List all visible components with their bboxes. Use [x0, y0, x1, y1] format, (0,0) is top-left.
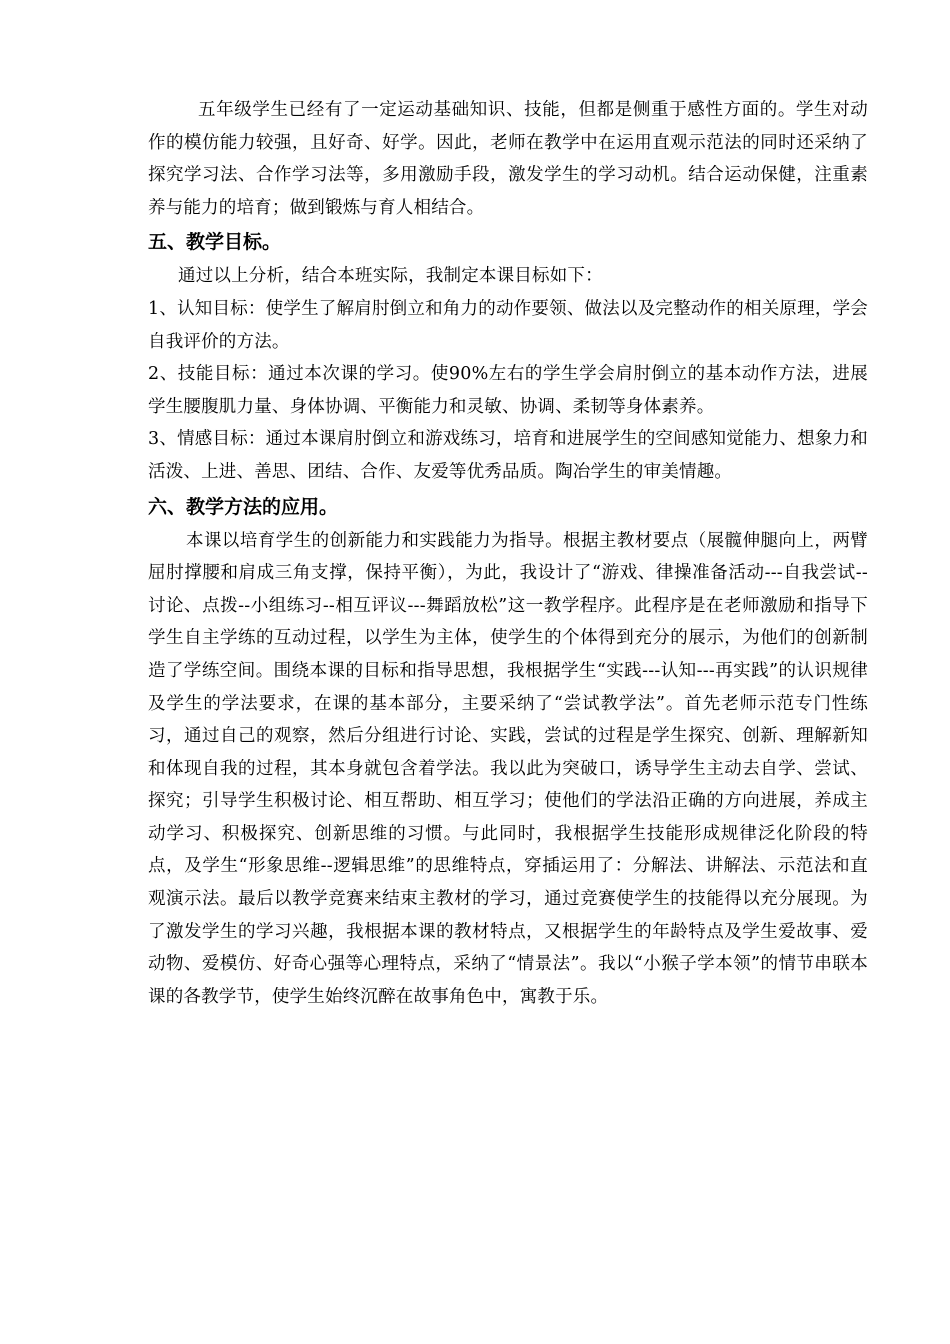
goal-item-emotional: 3、情感目标：通过本课肩肘倒立和游戏练习，培育和进展学生的空间感知觉能力、想象力和活泼、上进、善思、团结、合作、友爱等优秀品质。陶冶学生的审美情趣。: [148, 429, 868, 482]
methods-paragraph: 本课以培育学生的创新能力和实践能力为指导。根据主教材要点（展髋伸腿向上，两臂屈肘撑腰和肩成三角支撑，保持平衡），为此，我设计了“游戏、律操准备活动---自我尝试--讨论、点拨--小组练习--相互评议---舞蹈放松”这一教学程序。此程序是在老师激励和指导下学生自主学练的互动过程，以学生为主体，使学生的个体得到充分的展示，为他们的创新制造了学练空间。围绕本课的目标和指导思想，我根据学生“实践---认知---再实践”的认识规律及学生的学法要求，在课的基本部分，主要采纳了“尝试教学法”。首先老师示范专门性练习，通过自己的观察，然后分组进行讨论、实践，尝试的过程是学生探究、创新、理解新知和体现自我的过程，其本身就包含着学法。我以此为突破口，诱导学生主动去自学、尝试、探究；引导学生积极讨论、相互帮助、相互学习；使他们的学法沿正确的方向进展，养成主动学习、积极探究、创新思维的习惯。与此同时，我根据学生技能形成规律泛化阶段的特点，及学生“形象思维--逻辑思维”的思维特点，穿插运用了：分解法、讲解法、示范法和直观演示法。最后以教学竞赛来结束主教材的学习，通过竞赛使学生的技能得以充分展现。为了激发学生的学习兴趣，我根据本课的教材特点，又根据学生的年龄特点及学生爱故事、爱动物、爱模仿、好奇心强等心理特点，采纳了“情景法”。我以“小猴子学本领”的情节串联本课的各教学节，使学生始终沉醉在故事角色中，寓教于乐。: [148, 530, 868, 1007]
goal-item-skill: 2、技能目标：通过本次课的学习。使90%左右的学生学会肩肘倒立的基本动作方法，进展学生腰腹肌力量、身体协调、平衡能力和灵敏、协调、柔韧等身体素养。: [148, 364, 868, 417]
section-heading-teaching-methods: 六、教学方法的应用。: [148, 495, 339, 518]
section-heading-teaching-goals: 五、教学目标。: [148, 231, 282, 254]
goals-lead-paragraph: 通过以上分析，结合本班实际，我制定本课目标如下：: [178, 266, 603, 287]
document-body: [148, 94, 868, 1013]
intro-paragraph: 五年级学生已经有了一定运动基础知识、技能，但都是侧重于感性方面的。学生对动作的模仿能力较强，且好奇、好学。因此，老师在教学中在运用直观示范法的同时还采纳了探究学习法、合作学习法等，多用激励手段，激发学生的学习动机。结合运动保健，注重素养与能力的培育；做到锻炼与育人相结合。: [148, 100, 868, 218]
goal-item-cognitive: 1、认知目标：使学生了解肩肘倒立和角力的动作要领、做法以及完整动作的相关原理，学会自我评价的方法。: [148, 298, 868, 352]
